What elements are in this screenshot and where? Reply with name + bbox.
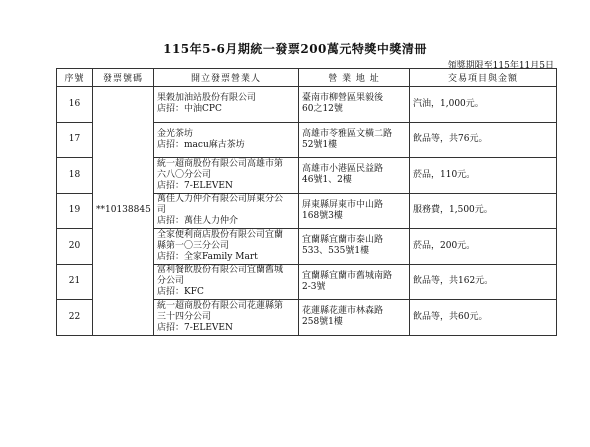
row-address [299, 193, 410, 229]
merchant-line: 司 [157, 205, 167, 216]
row-items: 飲品等，共162元。 [410, 264, 557, 300]
row-address [299, 229, 410, 265]
merchant-line: 富利餐飲股份有限公司宜蘭舊城 [157, 265, 284, 276]
row-seq: 18 [57, 158, 93, 194]
claim-deadline: 領獎期限至115年11月5日 [447, 61, 554, 71]
merchant-line: 分公司 [157, 276, 185, 287]
merchant-line: 店招：全家Family Mart [157, 251, 258, 262]
row-items: 飲品等，共76元。 [410, 122, 557, 158]
merchant-line: 統一超商股份有限公司高雄市第 [157, 158, 284, 169]
table-header-row [57, 69, 557, 87]
merchant-line: 金光茶坊 [157, 128, 194, 139]
address-line: 臺南市柳營區果毅後 [302, 93, 384, 104]
merchant-line: 店招：macu麻古茶坊 [157, 139, 245, 150]
row-items: 飲品等，共60元。 [410, 300, 557, 336]
address-line: 46號1、2樓 [302, 175, 352, 186]
address-line: 258號1樓 [302, 317, 343, 328]
row-merchant [154, 158, 299, 194]
address-line: 屏東縣屏東市中山路 [302, 199, 384, 210]
address-line: 52號1樓 [302, 139, 338, 150]
merchant-line: 三十四分公司 [157, 311, 212, 322]
header-invoice: 發票號碼 [93, 69, 154, 87]
address-line: 2-3號 [302, 281, 326, 292]
table-body [57, 87, 557, 336]
address-line: 高雄市苓雅區文橫二路 [302, 128, 393, 139]
merchant-line: 果穀加油站股份有限公司 [157, 93, 257, 104]
row-address [299, 87, 410, 123]
row-merchant [154, 264, 299, 300]
row-merchant [154, 193, 299, 229]
row-seq: 19 [57, 193, 93, 229]
row-merchant [154, 87, 299, 123]
row-merchant [154, 229, 299, 265]
address-line: 高雄市小港區民益路 [302, 164, 384, 175]
row-items: 菸品，200元。 [410, 229, 557, 265]
merchant-line: 店招：7-ELEVEN [157, 180, 233, 191]
row-items: 汽油，1,000元。 [410, 87, 557, 123]
row-address [299, 264, 410, 300]
header-seq: 序號 [57, 69, 93, 87]
address-line: 宜蘭縣宜蘭市泰山路 [302, 235, 384, 246]
merchant-line: 店招：7-ELEVEN [157, 322, 233, 333]
row-address [299, 300, 410, 336]
header-items: 交易項目與金額 [410, 69, 557, 87]
row-address [299, 122, 410, 158]
invoice-number: **10138845 [93, 87, 154, 336]
row-seq: 22 [57, 300, 93, 336]
merchant-line: 六八〇分公司 [157, 169, 212, 180]
address-line: 533、535號1樓 [302, 246, 370, 257]
merchant-line: 店招：萬佳人力仲介 [157, 216, 239, 227]
row-merchant [154, 300, 299, 336]
row-seq: 20 [57, 229, 93, 265]
merchant-line: 店招：KFC [157, 287, 204, 298]
merchant-line: 統一超商股份有限公司花蓮縣第 [157, 300, 284, 311]
merchant-line: 縣第一〇三分公司 [157, 240, 230, 251]
row-seq: 21 [57, 264, 93, 300]
row-merchant [154, 122, 299, 158]
row-items: 菸品，110元。 [410, 158, 557, 194]
header-address: 營 業 地 址 [299, 69, 410, 87]
row-items: 服務費，1,500元。 [410, 193, 557, 229]
merchant-line: 萬佳人力仲介有限公司屏東分公 [157, 194, 284, 205]
address-line: 168號3樓 [302, 210, 343, 221]
winners-table [56, 68, 557, 336]
table-row [57, 87, 557, 123]
row-seq: 17 [57, 122, 93, 158]
row-seq: 16 [57, 87, 93, 123]
document-title: 115年5-6月期統一發票200萬元特獎中獎清冊 [163, 42, 427, 56]
address-line: 60之12號 [302, 104, 343, 115]
address-line: 宜蘭縣宜蘭市舊城南路 [302, 270, 393, 281]
merchant-line: 店招：中油CPC [157, 104, 222, 115]
header-merchant: 開立發票營業人 [154, 69, 299, 87]
merchant-line: 全家便利商店股份有限公司宜蘭 [157, 229, 284, 240]
address-line: 花蓮縣花蓮市林森路 [302, 306, 384, 317]
row-address [299, 158, 410, 194]
